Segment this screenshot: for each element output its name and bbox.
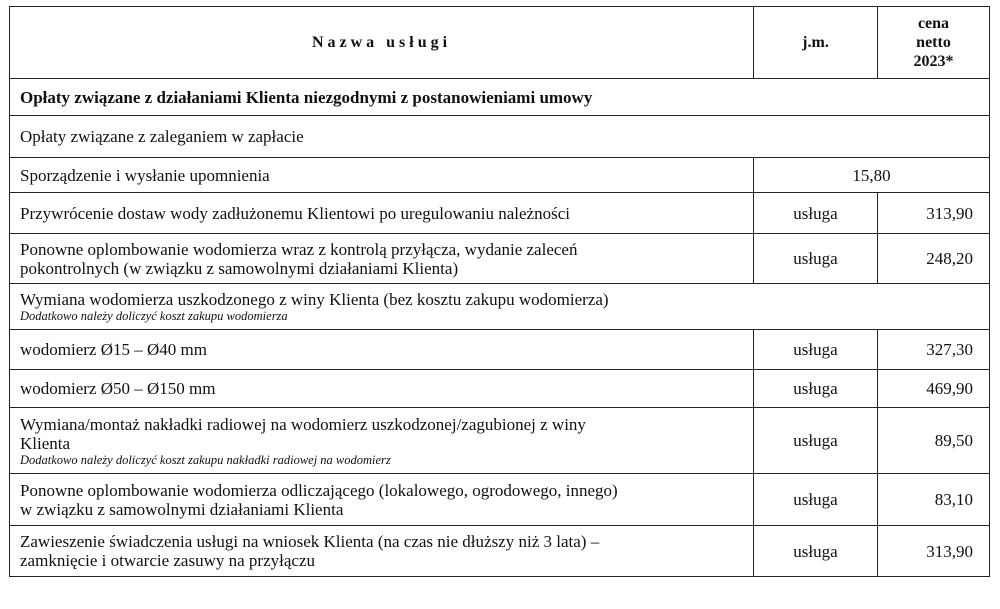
row-name-line2: pokontrolnych (w związku z samowolnymi działaniami Klienta)	[20, 258, 459, 278]
header-name: Nazwa usługi	[10, 7, 754, 79]
row-price: 469,90	[878, 370, 990, 408]
row-name: wodomierz Ø15 – Ø40 mm	[10, 330, 754, 370]
table-row	[10, 193, 990, 234]
row-price: 313,90	[878, 526, 990, 577]
row-name-line1: Wymiana wodomierza uszkodzonego z winy Klienta (bez kosztu zakupu wodomierza)	[20, 290, 609, 309]
row-unit: usługa	[754, 408, 878, 474]
row-price: 15,80	[754, 158, 990, 193]
row-price: 327,30	[878, 330, 990, 370]
row-unit: usługa	[754, 193, 878, 234]
price-table	[9, 6, 990, 577]
header-price-line1: cena	[917, 15, 950, 32]
row-name	[10, 408, 754, 474]
row-name	[10, 474, 754, 526]
subsection-title-row	[10, 116, 990, 158]
row-name-line1: Ponowne oplombowanie wodomierza odliczającego (lokalowego, ogrodowego, innego)	[20, 480, 618, 500]
table-row	[10, 370, 990, 408]
table-row	[10, 408, 990, 474]
header-price-line3: 2023*	[913, 53, 954, 70]
header-unit: j.m.	[754, 7, 878, 79]
row-name-line2: w związku z samowolnymi działaniami Klienta	[20, 499, 344, 519]
row-name	[10, 526, 754, 577]
table-row	[10, 284, 990, 330]
row-name-line2: Klienta	[20, 433, 71, 453]
row-unit: usługa	[754, 370, 878, 408]
row-name-line1: Wymiana/montaż nakładki radiowej na wodomierz uszkodzonej/zagubionej z winy	[20, 414, 586, 434]
row-price: 313,90	[878, 193, 990, 234]
row-price: 83,10	[878, 474, 990, 526]
row-unit: usługa	[754, 234, 878, 284]
row-name-line2: zamknięcie i otwarcie zasuwy na przyłączu	[20, 551, 315, 570]
section-title-row	[10, 79, 990, 116]
row-name	[10, 284, 990, 330]
row-name-line1: Ponowne oplombowanie wodomierza wraz z kontrolą przyłącza, wydanie zaleceń	[20, 239, 578, 259]
row-note: Dodatkowo należy doliczyć koszt zakupu nakładki radiowej na wodomierz	[20, 452, 391, 467]
row-price: 248,20	[878, 234, 990, 284]
row-unit: usługa	[754, 526, 878, 577]
row-price: 89,50	[878, 408, 990, 474]
row-name-line1: Zawieszenie świadczenia usługi na wniosek Klienta (na czas nie dłuższy niż 3 lata) –	[20, 532, 600, 551]
row-name: Sporządzenie i wysłanie upomnienia	[10, 158, 754, 193]
section-title: Opłaty związane z działaniami Klienta niezgodnymi z postanowieniami umowy	[10, 79, 990, 116]
header-price	[878, 7, 990, 79]
row-name: Przywrócenie dostaw wody zadłużonemu Klientowi po uregulowaniu należności	[10, 193, 754, 234]
table-header	[10, 7, 990, 79]
table-row	[10, 158, 990, 193]
header-price-line2: netto	[916, 34, 951, 51]
row-name	[10, 234, 754, 284]
table-row	[10, 234, 990, 284]
subsection-title: Opłaty związane z zaleganiem w zapłacie	[10, 116, 990, 158]
table-row	[10, 474, 990, 526]
table-row	[10, 330, 990, 370]
row-unit: usługa	[754, 474, 878, 526]
row-unit: usługa	[754, 330, 878, 370]
row-note: Dodatkowo należy doliczyć koszt zakupu wodomierza	[20, 309, 288, 323]
row-name: wodomierz Ø50 – Ø150 mm	[10, 370, 754, 408]
table-row	[10, 526, 990, 577]
